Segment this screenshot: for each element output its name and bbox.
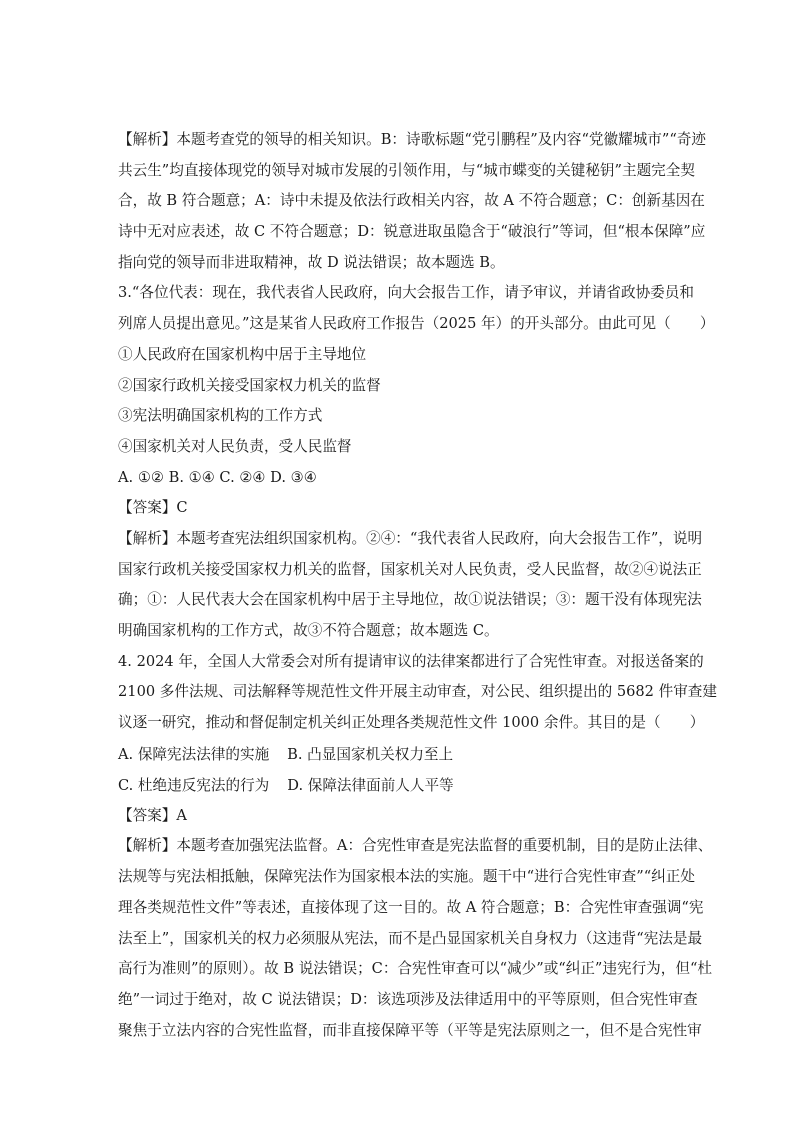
analysis-q2-line-5: 指向党的领导而非进取精神，故 D 说法错误；故本题选 B。 [118, 253, 505, 271]
option-a: A. 保障宪法法律的实施 [118, 745, 270, 763]
analysis-q4-line-7: 聚焦于立法内容的合宪性监督，而非直接保障平等（平等是宪法原则之一，但不是合宪性审 [118, 1021, 702, 1039]
question-3-statement-2: ②国家行政机关接受国家权力机关的监督 [118, 376, 381, 394]
analysis-q3-line-2: 国家行政机关接受国家权力机关的监督，国家机关对人民负责，受人民监督，故②④说法正 [118, 560, 702, 578]
question-4-options [118, 739, 678, 801]
option-c: C. 杜绝违反宪法的行为 [118, 776, 270, 794]
analysis-q4-line-6: 绝”一词过于绝对，故 C 说法错误；D：该选项涉及法律适用中的平等原则，但合宪性审查 [118, 990, 698, 1008]
analysis-q4-line-1: 【解析】本题考查加强宪法监督。A：合宪性审查是宪法监督的重要机制，目的是防止法律、 [118, 837, 713, 855]
document-body [118, 125, 717, 1046]
analysis-q2-line-3: 合，故 B 符合题意；A：诗中未提及依法行政相关内容，故 A 不符合题意；C：创新基因在 [118, 192, 705, 210]
question-4-line-3: 议逐一研究，推动和督促制定机关纠正处理各类规范性文件 1000 余件。其目的是（ ） [118, 714, 705, 732]
analysis-q4-line-3: 理各类规范性文件”等表述，直接体现了这一目的。故 A 符合题意；B：合宪性审查强调“宪 [118, 898, 704, 916]
question-3-line-1: 3.“各位代表：现在，我代表省人民政府，向大会报告工作，请予审议，并请省政协委员和 [118, 284, 694, 302]
analysis-q4-line-4: 法至上”，国家机关的权力必须服从宪法，而不是凸显国家机关自身权力（这违背“宪法是最 [118, 929, 703, 947]
analysis-q4-line-5: 高行为准则”的原则）。故 B 说法错误；C：合宪性审查可以“减少”或“纠正”违宪行为，但“杜 [118, 960, 713, 978]
question-4-answer: 【答案】A [118, 806, 187, 824]
question-4-options-row-2 [118, 770, 678, 801]
question-3-statement-1: ①人民政府在国家机构中居于主导地位 [118, 345, 367, 363]
analysis-q3-line-4: 明确国家机构的工作方式，故③不符合题意；故本题选 C。 [118, 622, 499, 639]
question-3-answer: 【答案】C [118, 499, 188, 517]
option-b: B. 凸显国家机关权力至上 [287, 745, 454, 763]
analysis-q2-line-2: 共云生”均直接体现党的领导对城市发展的引领作用，与“城市蝶变的关键秘钥”主题完全契 [118, 161, 695, 179]
analysis-q3-line-3: 确；①：人民代表大会在国家机构中居于主导地位，故①说法错误；③：题干没有体现宪法 [118, 591, 702, 609]
analysis-q2-line-1: 【解析】本题考查党的领导的相关知识。B：诗歌标题“党引鹏程”及内容“党徽耀城市”“奇迹 [118, 131, 707, 148]
question-3-options: A. ①② B. ①④ C. ②④ D. ③④ [118, 468, 317, 486]
question-3-statement-3: ③宪法明确国家机构的工作方式 [118, 407, 323, 425]
option-d: D. 保障法律面前人人平等 [287, 776, 454, 794]
question-4-line-2: 2100 多件法规、司法解释等规范性文件开展主动审查，对公民、组织提出的 5682 件审查建 [118, 683, 717, 701]
analysis-q3-line-1: 【解析】本题考查宪法组织国家机构。②④：“我代表省人民政府，向大会报告工作”，说明 [118, 529, 703, 547]
question-3-statement-4: ④国家机关对人民负责，受人民监督 [118, 437, 352, 455]
analysis-q2-line-4: 诗中无对应表述，故 C 不符合题意；D：锐意进取虽隐含于“破浪行”等词，但“根本保障”应 [118, 223, 706, 241]
question-4-line-1: 4. 2024 年，全国人大常委会对所有提请审议的法律案都进行了合宪性审查。对报送备案的 [118, 652, 704, 670]
question-4-options-row-1 [118, 739, 678, 770]
question-3-line-2: 列席人员提出意见。”这是某省人民政府工作报告（2025 年）的开头部分。由此可见（ ） [118, 315, 715, 333]
analysis-q4-line-2: 法规等与宪法相抵触，保障宪法作为国家根本法的实施。题干中“进行合宪性审查”“纠正处 [118, 868, 695, 886]
